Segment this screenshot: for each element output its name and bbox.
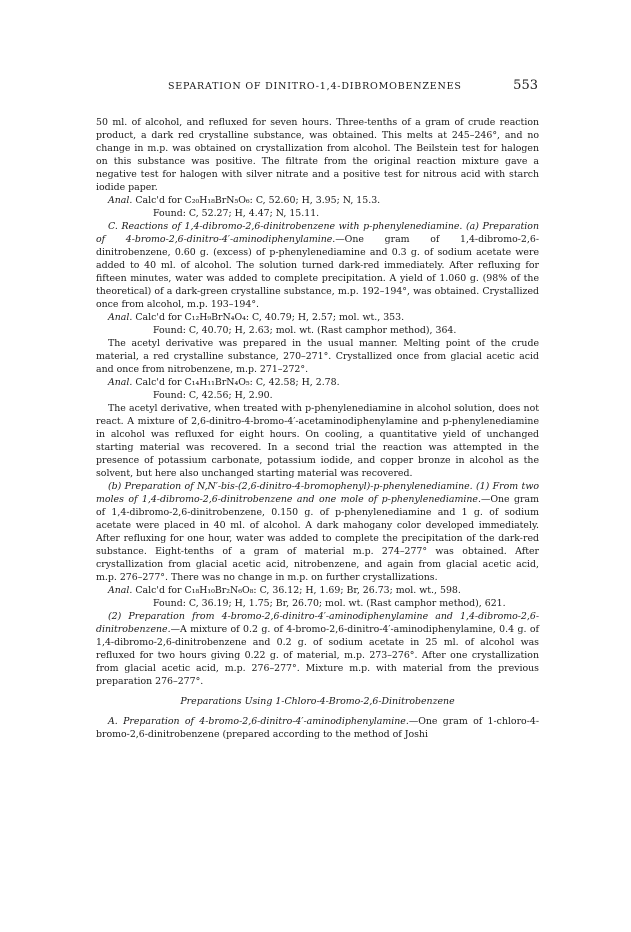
text-run: Found: C, 36.19; H, 1.75; Br, 26.70; mol. wt. (Rast camphor method), 621. [153, 598, 506, 609]
page-header [96, 78, 538, 94]
italic-run: Reactions of 1,4-dibromo-2,6-dinitrobenzene with p-phenylenediamine. (a) Preparation of 4-bromo-2,6-dinitro-4′-aminodiphenylamine. [96, 221, 539, 245]
running-head: SEPARATION OF DINITRO-1,4-DIBROMOBENZENES [168, 81, 462, 92]
analysis-line [96, 376, 539, 389]
paragraph [96, 220, 539, 311]
text-run: —A mixture of 0.2 g. of 4-bromo-2,6-dinitro-4′-aminodiphenylamine, 0.4 g. of 1,4-dibromo-2,6-dinitrobenzene and 0.2 g. of sodium acetate in 25 ml. of alcohol was refluxed for two hours giving 0.22 g. of material, m.p. 273–276°. After one crystallization from glacial acetic acid, m.p. 276–277°. Mixture m.p. with material from the previous preparation 276–277°. [96, 624, 539, 687]
italic-run: (b) Preparation of N,N′-bis-(2,6-dinitro-4-bromophenyl)-p-phenylenediamine. (1) From two moles of 1,4-dibromo-2,6-dinitrobenzene and one mole of p-phenylenediamine. [96, 481, 539, 505]
text-run: Found: C, 42.56; H, 2.90. [153, 390, 273, 401]
paragraph [96, 116, 539, 194]
text-run: Calc'd for C₁₄H₁₁BrN₄O₅: C, 42.58; H, 2.78. [132, 377, 340, 388]
found-line [96, 597, 539, 610]
paragraph [96, 402, 539, 480]
text-run: —One gram of 1-chloro-4-bromo-2,6-dinitrobenzene (prepared according to the method of Joshi [96, 716, 539, 740]
paragraph [96, 715, 539, 741]
text-run: Calc'd for C₁₈H₁₀Br₂N₆O₈: C, 36.12; H, 1.69; Br, 26.73; mol. wt., 598. [132, 585, 461, 596]
analysis-line [96, 584, 539, 597]
italic-run: Anal. [108, 585, 133, 596]
page-number: 553 [513, 78, 538, 93]
italic-run: Anal. [108, 377, 133, 388]
paragraph [96, 337, 539, 376]
analysis-line [96, 311, 539, 324]
body-text [96, 116, 539, 741]
italic-run: C. [108, 221, 122, 232]
italic-run: Anal. [108, 195, 133, 206]
paragraph [96, 610, 539, 688]
italic-run: Preparations Using 1-Chloro-4-Bromo-2,6-Dinitrobenzene [180, 696, 455, 707]
text-run: Calc'd for C₂₀H₁₈BrN₅O₆: C, 52.60; H, 3.95; N, 15.3. [132, 195, 381, 206]
text-run: 50 ml. of alcohol, and refluxed for seven hours. Three-tenths of a gram of crude reaction product, a dark red crystalline substance, was obtained. This melts at 245–246°, and no change in m.p. was obtained on crystallization from alcohol. The Beilstein test for halogen on this substance was positive. The filtrate from the original reaction mixture gave a negative test for halogen with silver nitrate and a positive test for nitrous acid with starch iodide paper. [96, 117, 539, 193]
italic-run: A. Preparation of 4-bromo-2,6-dinitro-4′-aminodiphenylamine. [108, 716, 409, 727]
paragraph [96, 480, 539, 584]
text-run: —One gram of 1,4-dibromo-2,6-dinitrobenzene, 0.150 g. of p-phenylenediamine and 1 g. of sodium acetate were placed in 40 ml. of alcohol. A dark mahogany color developed immediately. After refluxing for one hour, water was added to complete the precipitation of the dark-red substance. Eight-tenths of a gram of material m.p. 274–277° was obtained. After crystallization from glacial acetic acid, nitrobenzene, and again from glacial acetic acid, m.p. 276–277°. There was no change in m.p. on further crystallizations. [96, 494, 539, 583]
text-run: The acetyl derivative, when treated with p-phenylenediamine in alcohol solution, does not react. A mixture of 2,6-dinitro-4-bromo-4′-acetaminodiphenylamine and p-phenylenediamine in alcohol was refluxed for eight hours. On cooling, a quantitative yield of unchanged starting material was recovered. In a second trial the reaction was attempted in the presence of potassium carbonate, potassium iodide, and copper bronze in alcohol as the solvent, but here also unchanged starting material was recovered. [96, 403, 539, 479]
text-run: Calc'd for C₁₂H₉BrN₄O₄: C, 40.79; H, 2.57; mol. wt., 353. [132, 312, 405, 323]
text-run: The acetyl derivative was prepared in the usual manner. Melting point of the crude material, a red crystalline substance, 270–271°. Crystallized once from glacial acetic acid and once from nitrobenzene, m.p. 271–272°. [96, 338, 539, 375]
text-run: —One gram of 1,4-dibromo-2,6-dinitrobenzene, 0.60 g. (excess) of p-phenylenediamine and 0.3 g. of sodium acetate were added to 40 ml. of alcohol. The solution turned dark-red immediately. After refluxing for fifteen minutes, water was added to complete precipitation. A yield of 1.060 g. (98% of the theoretical) of a dark-green crystalline substance, m.p. 192–194°, was obtained. Crystallized once from alcohol, m.p. 193–194°. [96, 234, 539, 310]
italic-run: Anal. [108, 312, 133, 323]
found-line [96, 324, 539, 337]
section-heading [96, 695, 539, 708]
text-run: Found: C, 52.27; H, 4.47; N, 15.11. [153, 208, 320, 219]
found-line [96, 389, 539, 402]
text-run: Found: C, 40.70; H, 2.63; mol. wt. (Rast camphor method), 364. [153, 325, 457, 336]
italic-run: (2) Preparation from 4-bromo-2,6-dinitro-4′-aminodiphenylamine and 1,4-dibromo-2,6-dinitrobenzene. [96, 611, 539, 635]
analysis-line [96, 194, 539, 207]
found-line [96, 207, 539, 220]
